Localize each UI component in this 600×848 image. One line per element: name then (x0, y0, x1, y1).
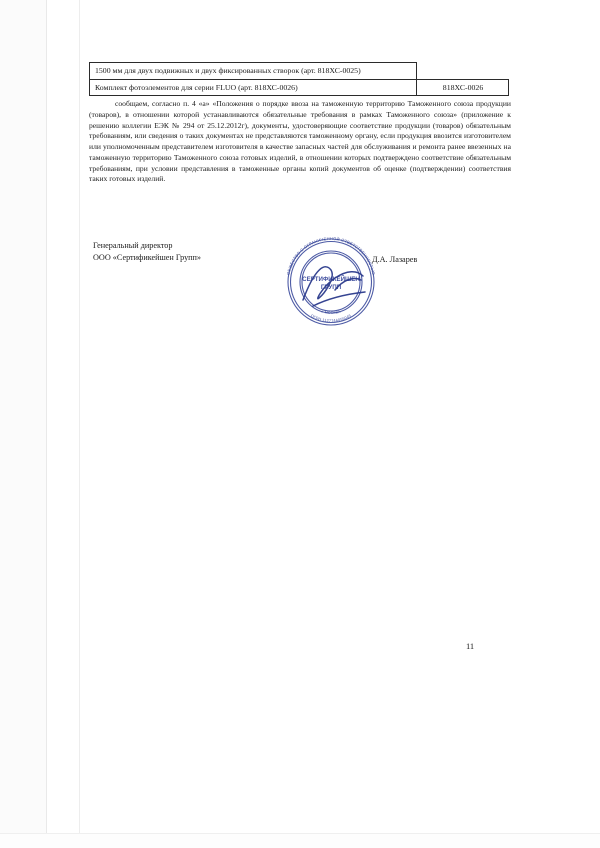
scan-edge-bottom (0, 833, 600, 848)
stamp-center-line-1: СЕРТИФИКЕЙШЕН (302, 276, 360, 283)
stamp-graphic (277, 228, 385, 336)
scan-edge-left (0, 0, 47, 848)
table-cell-code-empty (417, 63, 509, 80)
page-number: 11 (466, 641, 475, 651)
stamp-outer-text-bottom: ОГРН 1127746055045 (309, 312, 353, 324)
signer-name: Д.А. Лазарев (372, 255, 418, 264)
table-cell-code: 818ХС-0026 (417, 79, 509, 96)
signer-position: Генеральный директор (93, 241, 173, 250)
signer-company: ООО «Сертификейшен Групп» (93, 252, 202, 262)
table-cell-description: 1500 мм для двух подвижных и двух фиксированных створок (арт. 818ХС-0025) (90, 63, 417, 80)
stamp-outer-text-top: ОБЩЕСТВО С ОГРАНИЧЕННОЙ ОТВЕТСТВЕННОСТЬЮ (285, 235, 377, 276)
table-cell-description: Комплект фотоэлементов для серии FLUO (арт. 818ХС-0026) (90, 79, 417, 96)
stamp-inner-text-bottom: г. МОСКВА (320, 309, 342, 316)
company-stamp (277, 228, 385, 336)
table-row (90, 63, 509, 80)
signature-block (93, 240, 201, 264)
body-paragraph: сообщаем, согласно п. 4 «а» «Положения о порядке ввоза на таможенную территорию Таможенного союза продукции (товаров), в отношении которой устанавливаются обязательные требования в рамках Таможенного союза» (приложение к решению коллегии ЕЭК № 294 от 25.12.2012г), документы, удостоверяющие соответствие продукции (товаров) обязательным требованиям, или сведения о таких документах не представляются таможенному органу, если продукция ввозится изготовителем или уполномоченным представителем изготовителя в качестве запасных частей для обслуживания и ремонта ранее ввезенных на таможенную территорию Таможенного союза готовых изделий, в отношении которых подтверждено соответствие обязательным требованиям, при условии представления в таможенные органы копий документов об оценке (подтверждении) соответствия таких готовых изделий. (89, 99, 511, 184)
table-row (90, 79, 509, 96)
product-table (89, 62, 509, 96)
scan-margin-line (79, 0, 80, 838)
stamp-center-line-2: ГРУПП (320, 284, 342, 291)
